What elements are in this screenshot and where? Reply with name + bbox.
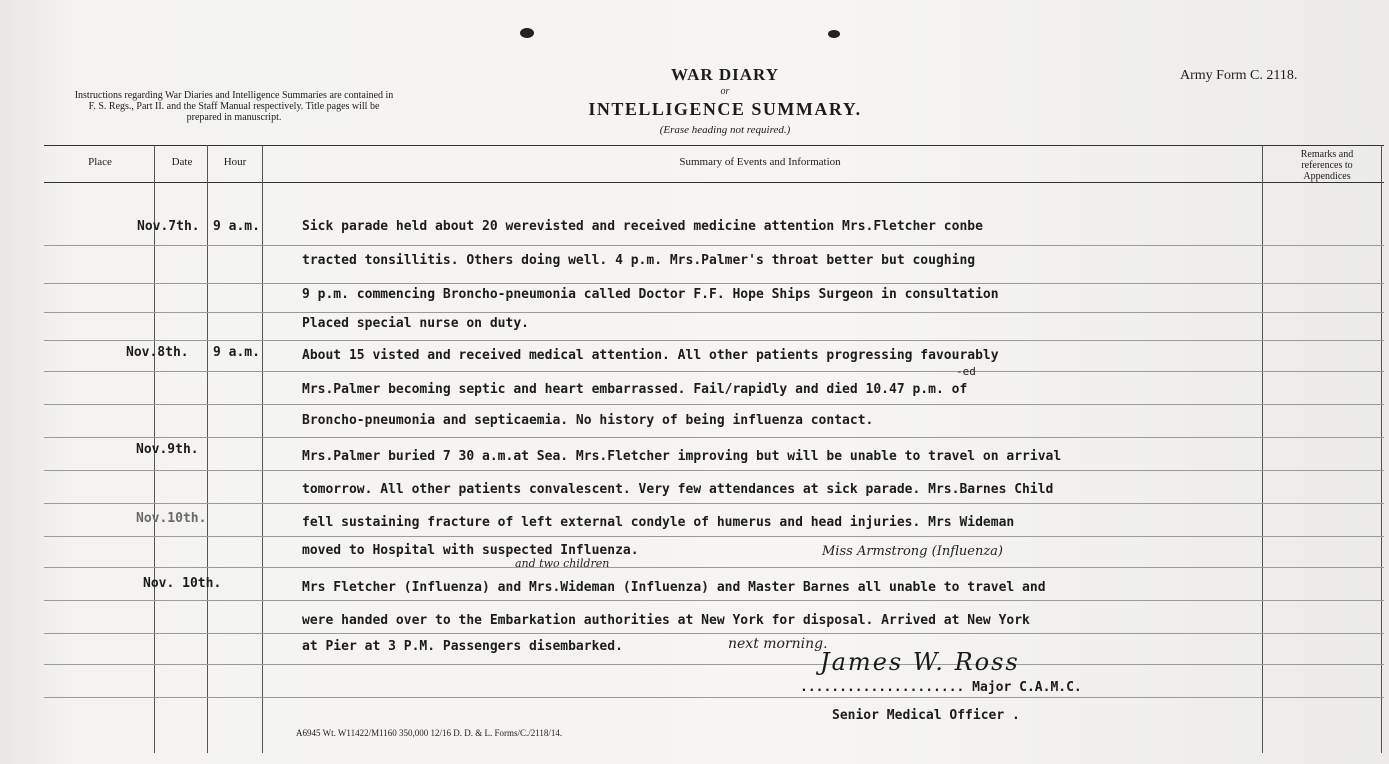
col-rule-date	[207, 145, 208, 753]
ruled-line	[44, 633, 1384, 634]
entry-date: Nov.9th.	[136, 442, 199, 457]
entry-hour: 9 a.m.	[213, 219, 260, 234]
summary-line: were handed over to the Embarkation authorities at New York for disposal. Arrived at New York	[302, 613, 1030, 628]
ruled-line	[44, 600, 1384, 601]
entry-date: Nov.7th.	[137, 219, 200, 234]
ruled-line	[44, 312, 1384, 313]
column-header-date: Date	[171, 156, 193, 168]
summary-line: Placed special nurse on duty.	[302, 316, 529, 331]
column-header-place: Place	[88, 156, 112, 168]
column-header-remarks: Remarks and references to Appendices	[1300, 149, 1354, 182]
ruled-line	[44, 371, 1384, 372]
col-rule-remarks	[1262, 145, 1263, 753]
officer-title: Senior Medical Officer .	[832, 708, 1020, 723]
summary-line: at Pier at 3 P.M. Passengers disembarked.	[302, 639, 623, 654]
summary-line: Mrs.Palmer buried 7 30 a.m.at Sea. Mrs.Fletcher improving but will be unable to travel on arrival	[302, 449, 1062, 464]
ruled-line	[44, 664, 1384, 665]
summary-line: fell sustaining fracture of left external condyle of humerus and head injuries. Mrs Wideman	[302, 515, 1015, 530]
rank-line: ..................... Major C.A.M.C.	[800, 680, 1082, 695]
ruled-line	[44, 437, 1384, 438]
title-intelligence-summary: INTELLIGENCE SUMMARY.	[588, 99, 862, 119]
entry-date: Nov.8th.	[126, 345, 189, 360]
title-war-diary: WAR DIARY	[670, 65, 780, 84]
erase-note: (Erase heading not required.)	[659, 124, 791, 136]
signature: James W. Ross	[820, 648, 1020, 676]
summary-line: About 15 visted and received medical attention. All other patients progressing favourably	[302, 348, 999, 363]
summary-line: tomorrow. All other patients convalescent. Very few attendances at sick parade. Mrs.Barnes Child	[302, 482, 1054, 497]
summary-line: 9 p.m. commencing Broncho-pneumonia called Doctor F.F. Hope Ships Surgeon in consultation	[302, 287, 999, 302]
form-print-code: A6945 Wt. W11422/M1160 350,000 12/16 D. D. & L. Forms/C./2118/14.	[296, 728, 563, 738]
column-header-hour: Hour	[223, 156, 247, 168]
ruled-line	[44, 567, 1384, 568]
ruled-line	[44, 697, 1384, 698]
handwritten-insertion: Miss Armstrong (Influenza)	[822, 544, 1003, 559]
ruled-line	[44, 283, 1384, 284]
ruled-line	[44, 245, 1384, 246]
summary-line: Mrs Fletcher (Influenza) and Mrs.Wideman (Influenza) and Master Barnes all unable to travel and	[302, 580, 1046, 595]
entry-date: Nov.10th.	[136, 511, 207, 526]
summary-superscript: -ed	[956, 365, 976, 378]
table-header-rule	[44, 182, 1384, 183]
handwritten-insertion: next morning.	[728, 636, 828, 652]
army-form-number: Army Form C. 2118.	[1180, 68, 1298, 83]
summary-line: moved to Hospital with suspected Influenza.	[302, 543, 639, 558]
col-rule-right	[1381, 145, 1382, 753]
summary-line: Broncho-pneumonia and septicaemia. No history of being influenza contact.	[302, 413, 874, 428]
ruled-line	[44, 503, 1384, 504]
entry-date: Nov. 10th.	[143, 576, 222, 591]
column-header-summary: Summary of Events and Information	[679, 156, 841, 168]
summary-line: tracted tonsillitis. Others doing well. 4 p.m. Mrs.Palmer's throat better but coughing	[302, 253, 976, 268]
ruled-line	[44, 536, 1384, 537]
handwritten-insertion: and two children	[515, 557, 610, 570]
summary-line: Mrs.Palmer becoming septic and heart embarrassed. Fail/rapidly and died 10.47 p.m. of	[302, 382, 968, 397]
ruled-line	[44, 340, 1384, 341]
ruled-line	[44, 470, 1384, 471]
entry-hour: 9 a.m.	[213, 345, 260, 360]
title-or: or	[720, 86, 730, 97]
col-rule-hour	[262, 145, 263, 753]
ruled-line	[44, 404, 1384, 405]
table-top-rule	[44, 145, 1384, 146]
punch-hole-left	[520, 28, 534, 38]
summary-line: Sick parade held about 20 werevisted and received medicine attention Mrs.Fletcher conbe	[302, 219, 983, 234]
punch-hole-right	[828, 30, 840, 38]
instructions-note: Instructions regarding War Diaries and Intelligence Summaries are contained in F. S. Regs., Part II. and the Staff Manual respectively. Title pages will be prepared in manuscript.	[74, 90, 394, 123]
